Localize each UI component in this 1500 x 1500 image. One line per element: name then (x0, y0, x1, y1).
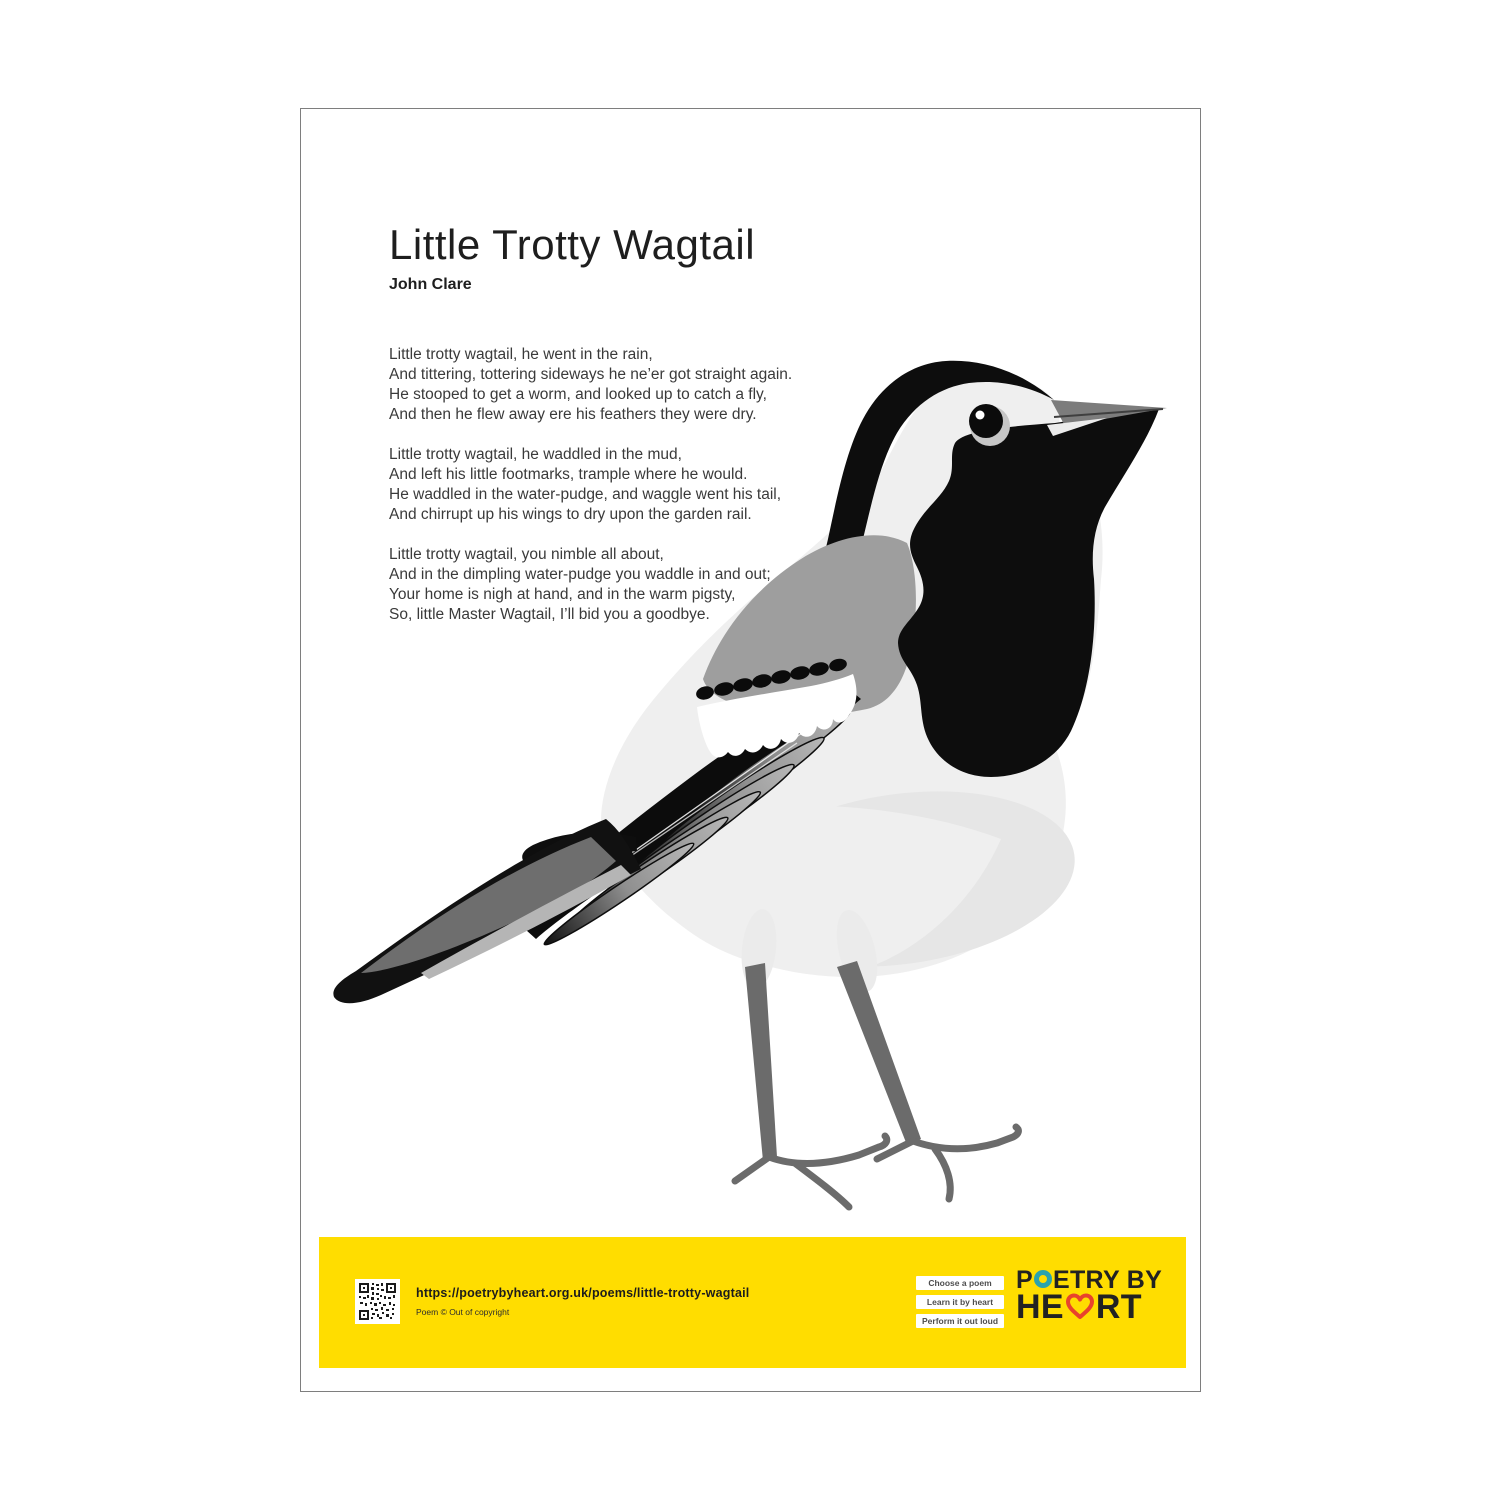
wagtail-illustration (301, 109, 1200, 1391)
poem-line: And in the dimpling water-pudge you waddle in and out; (389, 566, 771, 583)
qr-code-icon (355, 1279, 400, 1324)
poem-line: Your home is nigh at hand, and in the warm pigsty, (389, 586, 736, 603)
heart-icon (1065, 1293, 1095, 1320)
poem-line: Little trotty wagtail, he waddled in the mud, (389, 446, 682, 463)
poem-author: John Clare (389, 276, 472, 293)
bird-eye-highlight (976, 411, 985, 420)
poem-url: https://poetrybyheart.org.uk/poems/little-trotty-wagtail (416, 1286, 750, 1300)
page-title: Little Trotty Wagtail (389, 221, 756, 268)
poem-line: Little trotty wagtail, he went in the rain, (389, 346, 653, 363)
o-ring-icon (1034, 1270, 1052, 1288)
step-learn-it-by-heart: Learn it by heart (916, 1295, 1004, 1309)
step-perform-it-out-loud: Perform it out loud (916, 1314, 1004, 1328)
poem-line: So, little Master Wagtail, I’ll bid you a goodbye. (389, 606, 710, 623)
steps-list (916, 1276, 1004, 1333)
poem-poster (300, 108, 1201, 1392)
poem-line: And tittering, tottering sideways he ne’er got straight again. (389, 366, 793, 383)
poem-line: He stooped to get a worm, and looked up to catch a fly, (389, 386, 767, 403)
poem-line: He waddled in the water-pudge, and waggle went his tail, (389, 486, 782, 503)
step-choose-a-poem: Choose a poem (916, 1276, 1004, 1290)
bird-eye (969, 404, 1003, 438)
logo-line-1: P ETRY BY (1016, 1266, 1163, 1294)
poem-line: And left his little footmarks, trample where he would. (389, 466, 748, 483)
poem-line: Little trotty wagtail, you nimble all about, (389, 546, 664, 563)
logo-line-2: HE RT (1016, 1288, 1142, 1326)
footer-bar (319, 1237, 1186, 1368)
poem-line: And chirrupt up his wings to dry upon the garden rail. (389, 506, 752, 523)
poetry-by-heart-logo (1016, 1266, 1163, 1326)
copyright-note: Poem © Out of copyright (416, 1307, 510, 1317)
poem-line: And then he flew away ere his feathers they were dry. (389, 406, 757, 423)
